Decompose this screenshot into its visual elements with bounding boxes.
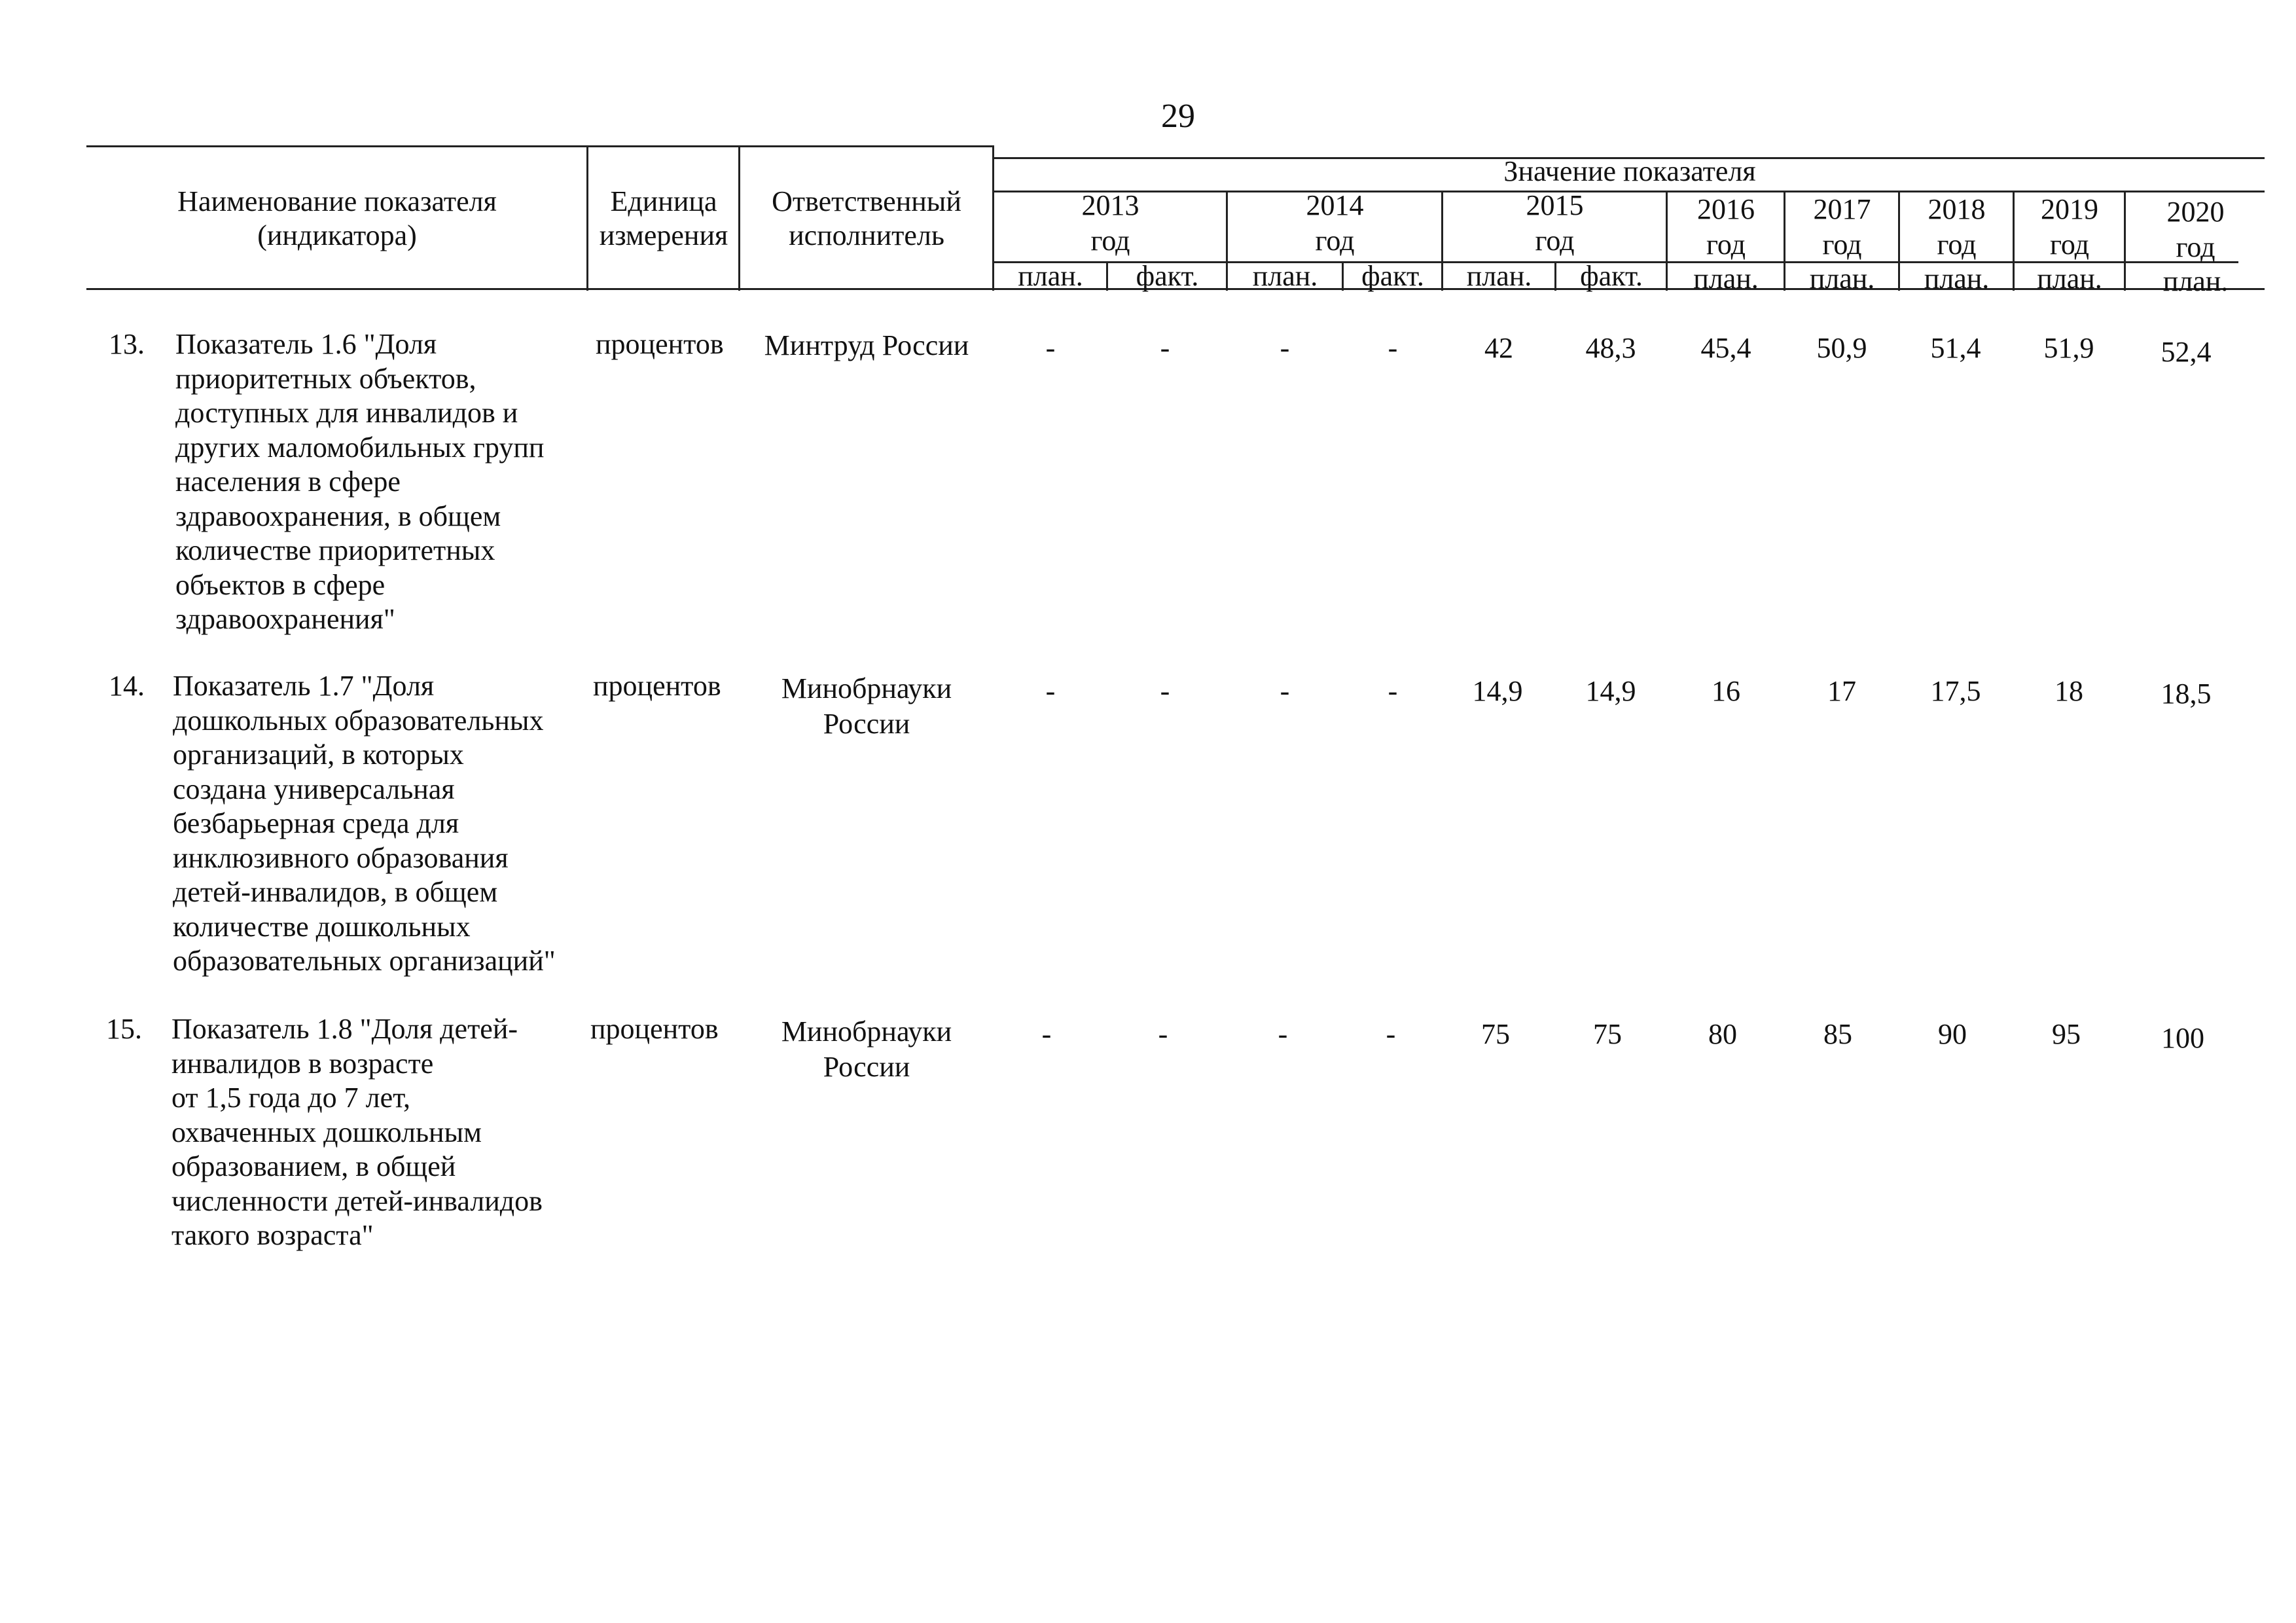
year-2013: 2013 <box>1081 189 1139 221</box>
executor-cell: Минтруд России <box>764 329 969 361</box>
col-divider-name <box>586 145 588 291</box>
value-2014-fact: - <box>1388 675 1398 707</box>
value-2017-plan: 17 <box>1827 675 1856 707</box>
year-2016: 2016 <box>1697 193 1755 225</box>
header-name-line2: (индикатора) <box>257 219 417 251</box>
executor-cell-line1: Минобрнауки <box>781 672 952 704</box>
value-2015-fact: 14,9 <box>1585 675 1636 707</box>
unit-cell: процентов <box>596 328 724 360</box>
indicator-name-line: образовательных организаций" <box>173 945 556 977</box>
indicator-name-line: численности детей-инвалидов <box>171 1184 543 1217</box>
value-2015-plan: 14,9 <box>1472 675 1523 707</box>
indicator-name-line: Показатель 1.8 "Доля детей- <box>171 1013 518 1045</box>
subcol-plan: план. <box>1924 263 1990 295</box>
value-2014-plan: - <box>1280 675 1290 707</box>
year-divider <box>1784 191 1785 291</box>
subcol-divider <box>1342 261 1344 291</box>
year-2014-label: год <box>1315 225 1355 257</box>
indicator-name-line: объектов в сфере <box>175 568 386 601</box>
value-2018-plan: 51,4 <box>1930 332 1981 364</box>
indicator-name-line: инвалидов в возрасте <box>171 1047 434 1080</box>
value-2019-plan: 95 <box>2052 1018 2081 1050</box>
value-2014-fact: - <box>1386 1018 1396 1050</box>
executor-cell-line1: Минобрнауки <box>781 1015 952 1048</box>
year-2020: 2020 <box>2166 196 2225 228</box>
value-2014-plan: - <box>1278 1018 1288 1050</box>
value-2019-plan: 18 <box>2054 675 2083 707</box>
indicator-name-line: организаций, в которых <box>173 739 464 771</box>
subcol-fact: факт. <box>1580 260 1643 292</box>
indicator-name-line: населения в сфере <box>175 465 401 498</box>
year-2015: 2015 <box>1526 189 1584 221</box>
value-2016-plan: 80 <box>1708 1018 1737 1050</box>
value-2013-fact: - <box>1160 675 1170 707</box>
header-executor-line1: Ответственный <box>772 185 961 217</box>
indicator-name-line: образованием, в общей <box>171 1150 456 1182</box>
value-2015-fact: 48,3 <box>1585 332 1636 364</box>
subcol-plan: план. <box>1466 260 1532 292</box>
subcol-fact: факт. <box>1136 260 1199 292</box>
value-2015-plan: 42 <box>1484 332 1513 364</box>
indicator-name-line: такого возраста" <box>171 1219 374 1251</box>
unit-cell: процентов <box>590 1013 719 1045</box>
row-number: 15. <box>106 1013 142 1045</box>
year-2017: 2017 <box>1813 193 1871 225</box>
year-2017-label: год <box>1822 228 1862 261</box>
indicator-name-line: детей-инвалидов, в общем <box>173 876 498 908</box>
executor-cell-line2: России <box>823 708 910 740</box>
year-2018-label: год <box>1937 228 1977 261</box>
value-2020-plan: 52,4 <box>2161 336 2212 368</box>
value-2020-plan: 100 <box>2161 1022 2204 1054</box>
subcol-plan: план. <box>1018 260 1083 292</box>
unit-cell: процентов <box>593 670 721 702</box>
subcol-plan: план. <box>1693 263 1759 295</box>
value-2014-plan: - <box>1280 332 1290 364</box>
year-2019: 2019 <box>2041 193 2098 225</box>
subcol-plan: план. <box>2037 263 2102 295</box>
indicator-name-line: инклюзивного образования <box>173 841 509 874</box>
year-2019-label: год <box>2049 228 2090 261</box>
year-divider <box>1226 191 1228 291</box>
year-2016-label: год <box>1706 228 1746 261</box>
year-divider <box>1666 191 1668 291</box>
executor-cell-line2: России <box>823 1051 910 1083</box>
value-2018-plan: 17,5 <box>1930 675 1981 707</box>
page-number: 29 <box>1161 98 1195 135</box>
subcol-fact: факт. <box>1361 260 1424 292</box>
indicator-name <box>175 327 544 637</box>
header-unit-line1: Единица <box>610 185 717 217</box>
year-2014: 2014 <box>1306 189 1364 221</box>
year-divider <box>2124 191 2126 291</box>
indicator-name-line: других маломобильных групп <box>175 431 545 464</box>
year-divider <box>1441 191 1443 291</box>
year-divider <box>1898 191 1900 291</box>
indicator-name-line: создана универсальная <box>173 773 455 805</box>
value-2015-plan: 75 <box>1481 1018 1510 1050</box>
year-2013-label: год <box>1090 225 1130 257</box>
value-2013-plan: - <box>1045 675 1056 707</box>
year-2018: 2018 <box>1928 193 1986 225</box>
header-value-label: Значение показателя <box>1503 155 1756 187</box>
indicator-name-line: здравоохранения" <box>175 603 395 635</box>
header-name-line1: Наименование показателя <box>177 185 497 217</box>
value-2017-plan: 50,9 <box>1816 332 1867 364</box>
value-2019-plan: 51,9 <box>2043 332 2094 364</box>
year-2020-label: год <box>2176 231 2215 263</box>
year-divider <box>2013 191 2015 291</box>
value-2016-plan: 45,4 <box>1700 332 1751 364</box>
header-unit-line2: измерения <box>599 219 728 251</box>
value-2020-plan: 18,5 <box>2161 678 2212 710</box>
indicator-name-line: доступных для инвалидов и <box>175 397 518 429</box>
subcol-plan: план. <box>1252 260 1318 292</box>
col-divider-executor <box>992 145 994 291</box>
value-2018-plan: 90 <box>1938 1018 1967 1050</box>
indicator-name-line: дошкольных образовательных <box>173 704 544 737</box>
row-number: 14. <box>109 670 145 702</box>
indicator-name-line: количестве дошкольных <box>173 910 471 943</box>
indicator-name-line: безбарьерная среда для <box>173 807 459 839</box>
indicator-name-line: количестве приоритетных <box>175 534 495 566</box>
header-executor-line2: исполнитель <box>789 219 944 251</box>
indicator-name-line: Показатель 1.7 "Доля <box>173 670 435 702</box>
value-2013-fact: - <box>1160 332 1170 364</box>
col-divider-unit <box>738 145 740 291</box>
indicator-name-line: охваченных дошкольным <box>171 1116 482 1148</box>
value-2013-fact: - <box>1158 1018 1168 1050</box>
header-top-rule <box>86 145 992 147</box>
value-2015-fact: 75 <box>1593 1018 1622 1050</box>
value-2013-plan: - <box>1045 332 1056 364</box>
subcol-plan: план. <box>2162 265 2229 297</box>
indicator-name <box>173 669 556 979</box>
indicator-name <box>171 1012 543 1253</box>
indicator-name-line: приоритетных объектов, <box>175 362 476 395</box>
indicator-name-line: от 1,5 года до 7 лет, <box>171 1082 411 1114</box>
subcol-plan: план. <box>1809 263 1875 295</box>
indicator-name-line: Показатель 1.6 "Доля <box>175 328 437 360</box>
subcol-divider <box>1106 261 1108 291</box>
subcol-divider <box>1554 261 1556 291</box>
value-2016-plan: 16 <box>1712 675 1740 707</box>
indicator-name-line: здравоохранения, в общем <box>175 500 501 532</box>
year-2015-label: год <box>1535 225 1575 257</box>
value-2013-plan: - <box>1041 1018 1052 1050</box>
row-number: 13. <box>109 328 145 360</box>
value-2017-plan: 85 <box>1823 1018 1852 1050</box>
value-2014-fact: - <box>1388 332 1398 364</box>
